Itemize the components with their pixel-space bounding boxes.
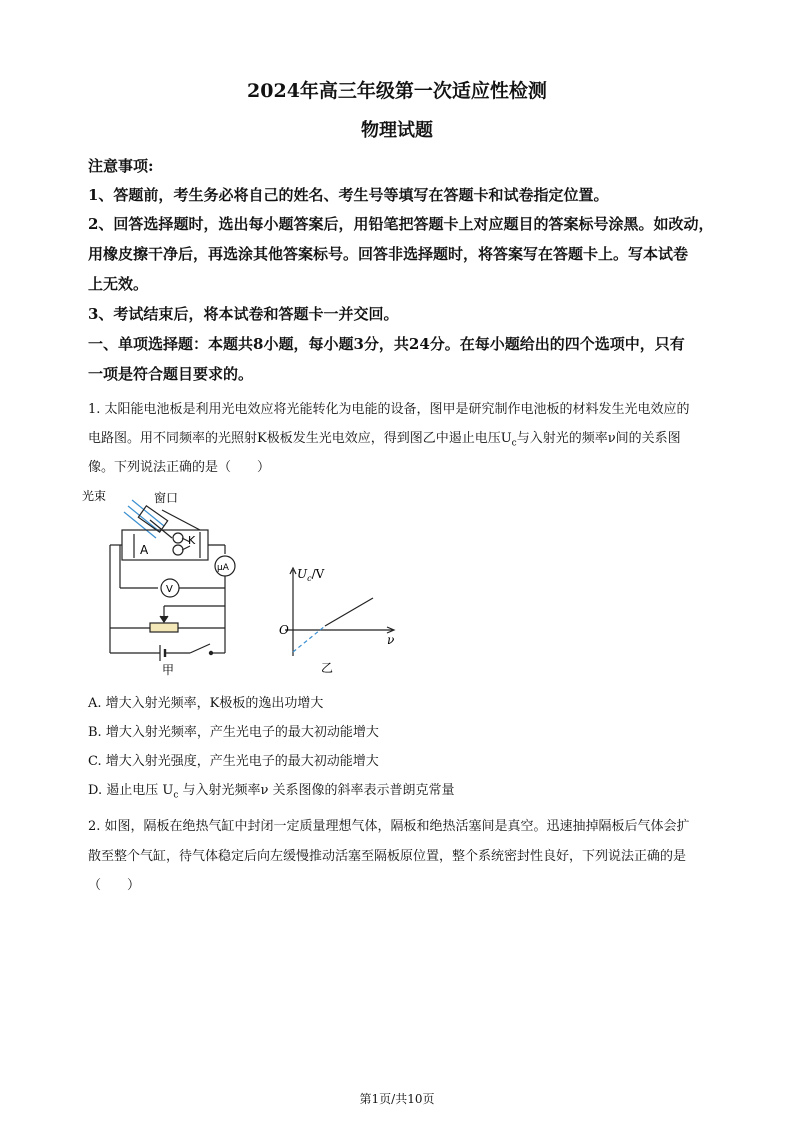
- y-axis-label: $U_c/V$: [297, 567, 325, 583]
- window-label: 窗口: [154, 491, 179, 505]
- circuit-diagram: [80, 488, 250, 678]
- page-subtitle: 物理试题: [361, 120, 433, 141]
- question-2-line: 2. 如图，隔板在绝热气缸中封闭一定质量理想气体，隔板和绝热活塞间是真空。迅速抽掉隔板后气体会扩: [88, 819, 690, 834]
- figure-yi-caption: 乙: [321, 661, 334, 675]
- origin-label: O: [279, 623, 289, 637]
- anode-label: A: [140, 543, 149, 557]
- light-beam-label: 光束: [82, 489, 107, 503]
- question-1-line: 电路图。用不同频率的光照射K极板发生光电效应，得到图乙中遏止电压$U_c$与入射光的频率ν间的关系图: [88, 431, 681, 449]
- note-line: 上无效。: [88, 275, 149, 293]
- page-title: 2024年高三年级第一次适应性检测: [247, 80, 547, 102]
- option-a: A. 增大入射光频率，K极板的逸出功增大: [88, 696, 324, 711]
- section-heading: 一、单项选择题：本题共8小题，每小题3分，共24分。在每小题给出的四个选项中，只有: [88, 335, 685, 353]
- option-c: C. 增大入射光强度，产生光电子的最大初动能增大: [88, 754, 379, 769]
- note-line: 1、答题前，考生务必将自己的姓名、考生号等填写在答题卡和试卷指定位置。: [88, 186, 609, 204]
- note-line: 2、回答选择题时，选出每小题答案后，用铅笔把答题卡上对应题目的答案标号涂黑。如改动，: [88, 215, 714, 233]
- page-number: 第1页/共10页: [359, 1092, 435, 1106]
- figure-jia-caption: 甲: [162, 663, 175, 677]
- note-line: 3、考试结束后，将本试卷和答题卡一并交回。: [88, 305, 399, 323]
- question-2-line: （ ）: [88, 878, 141, 893]
- question-1-line: 1. 太阳能电池板是利用光电效应将光能转化为电能的设备，图甲是研究制作电池板的材料发生光电效应的: [88, 402, 690, 417]
- voltmeter-label: V: [166, 584, 173, 595]
- microammeter-label: μA: [217, 563, 229, 573]
- notes-heading: 注意事项:: [88, 157, 154, 175]
- option-b: B. 增大入射光频率，产生光电子的最大初动能增大: [88, 725, 379, 740]
- section-heading-cont: 一项是符合题目要求的。: [88, 365, 254, 383]
- cathode-label: K: [188, 534, 196, 547]
- note-line: 用橡皮擦干净后，再选涂其他答案标号。回答非选择题时，将答案写在答题卡上。写本试卷: [88, 245, 689, 263]
- x-axis-label: ν: [387, 633, 395, 647]
- question-2-line: 散至整个气缸，待气体稳定后向左缓慢推动活塞至隔板原位置，整个系统密封性良好，下列说法正确的是: [88, 849, 687, 864]
- stopping-voltage-graph: [275, 560, 405, 680]
- option-d: D. 遏止电压 $U_c$ 与入射光频率ν 关系图像的斜率表示普朗克常量: [88, 783, 455, 801]
- question-1-line: 像。下列说法正确的是（ ）: [88, 460, 271, 475]
